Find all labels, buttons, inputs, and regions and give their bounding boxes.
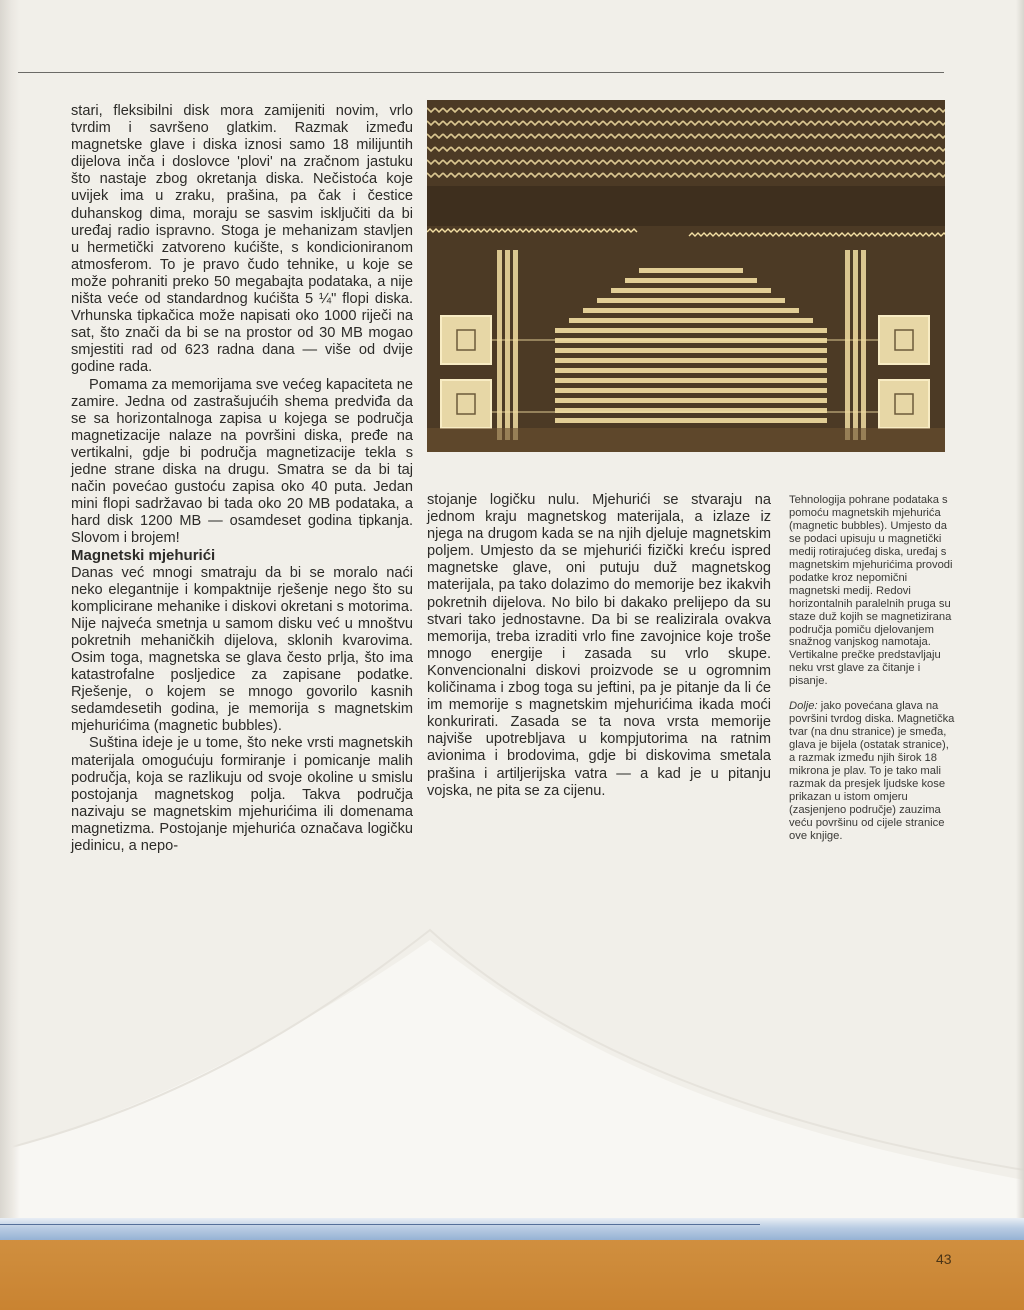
data-track-stripe	[597, 298, 785, 303]
bottom-blue-band	[0, 1218, 1024, 1240]
page-number: 43	[936, 1251, 952, 1267]
data-track-stripe	[555, 418, 827, 423]
data-track-stripe	[611, 288, 771, 293]
chevron-row	[427, 173, 945, 177]
blue-band-line	[0, 1224, 760, 1225]
caption-label-dolje: Dolje:	[789, 700, 818, 713]
contact-pad	[441, 316, 491, 364]
chevron-row	[427, 160, 945, 164]
chevron-row	[427, 108, 945, 112]
chevron-row	[427, 134, 945, 138]
data-track-stripe	[555, 328, 827, 333]
caption-paragraph-1: Tehnologija pohrane podataka s pomoću magnetskih mjehurića (magnetic bubbles). Umjesto da se podaci upisuju u magnetički medij rotirajućeg diska, uređaj s magnetskim mjehurićima provodi podatke kroz nepomični magnetski medij. Redovi horizontalnih paralelnih pruga su staze duž kojih se magnetizirana područja pomiču djelovanjem snažnog vanjskog namotaja. Vertikalne prečke predstavljaju neku vrst glave za čitanje i pisanje.	[789, 494, 953, 688]
chevron-row	[427, 147, 945, 151]
middle-paragraph-1: stojanje logičku nulu. Mjehurići se stvaraju na jednom kraju magnetskog materijala, a izlaze iz njega na drugom kada se na njih djeluje magnetskim poljem. Umjesto da se mjehurići fizički kreću ispred magnetske glave, oni putuju duž magnetskog materijala, pa tako dolazimo do memorije bez ikakvih pokretnih dijelova. No bilo bi dakako prelijepo da su stvari tako jednostavne. Da bi se realizirala ovakva memorija, treba izraditi vrlo fine zavojnice koje troše mnogo energije i zasada su vrlo skupe. Konvencionalni diskovi proizvode se u ogromnim količinama i zbog toga su jeftini, pa je pitanje da li će im memorije s magnetskim mjehurićima ikada moći konkurirati. Zasada se ta nova vrsta memorije najviše upotrebljava u kompjutorima na ratnim avionima i brodovima, gdje bi diskovima smetala prašina i artiljerijska vatra — a kad je u pitanju vojska, ne pita se za cijenu.	[427, 492, 771, 799]
chevron-row	[427, 121, 945, 125]
data-track-stripe	[555, 378, 827, 383]
contact-pad	[441, 380, 491, 428]
section-heading: Magnetski mjehurići	[71, 547, 216, 565]
left-paragraph-2: Pomama za memorijama sve većeg kapaciteta ne zamire. Jedna od zastrašujućih shema predviđa da se sa horizontalnoga zapisa u kojega se područja magnetizacije nalaze na površini diska, pređe na vertikalni, gdje bi područja magnetizacije tekla s jedne strane diska na drugu. Smatra se da bi taj način povećao gustoću zapisa oko 40 puta. Jedan mini flopi sadržavao bi tada oko 20 MB podataka, a hard disk 1200 MB — osamdeset godina tipkanja. Slovom i brojem!	[71, 376, 413, 547]
left-paragraph-4: Suština ideje je u tome, što neke vrsti magnetskih materijala omogućuju formiranje i pomicanje malih područja, koja se razlikuju od svoje okoline u smislu postojanja magnetskog polja. Takva područja nazivaju se magnetskim mjehurićima ili domenama magnetizma. Postojanje mjehurića označava logičku jedinicu, a nepo-	[71, 735, 413, 855]
page-right-shadow	[1016, 0, 1024, 1240]
left-paragraph-3: Danas već mnogi smatraju da bi se moralo naći neko elegantnije i kompaktnije rješenje nego što su komplicirane mehanike i diskovi okretani s motorima. Nije najveća smetnja u samom disku već u mnoštvu pokretnih mehaničkih dijelova, sklonih kvarovima. Osim toga, magnetska se glava često prlja, što ima katastrofalne posljedice za zapisane podatke. Rješenje, o kojem se mnogo govorilo kasnih sedamdesetih godina, je memorija s magnetskim mjehurićima (magnetic bubbles).	[71, 564, 413, 735]
caption-paragraph-2	[789, 700, 957, 842]
data-track-stripe	[639, 268, 743, 273]
middle-text-column	[427, 492, 771, 800]
wavy-track	[689, 233, 945, 236]
bubble-memory-photo	[427, 100, 945, 452]
caption-paragraph-2-text: jako povećana glava na površini tvrdog diska. Magnetička tvar (na dnu stranice) je smeđa, glava je bijela (ostatak stranice), a razmak između njih širok 18 mikrona je plav. To je tako mali razmak da presjek ljudske kose prikazan u istom omjeru (zasjenjeno područje) zauzima veću površinu od cijele stranice ove knjige.	[789, 700, 955, 842]
data-track-stripe	[555, 398, 827, 403]
data-track-stripe	[555, 348, 827, 353]
caption-column	[789, 494, 957, 855]
bottom-orange-band	[0, 1240, 1024, 1310]
page-left-shadow	[0, 0, 20, 1240]
contact-pad	[879, 316, 929, 364]
data-track-stripe	[555, 368, 827, 373]
left-text-column	[71, 103, 413, 855]
data-track-stripe	[555, 388, 827, 393]
left-paragraph-1: stari, fleksibilni disk mora zamijeniti novim, vrlo tvrdim i savršeno glatkim. Razmak između magnetske glave i diska iznosi samo 18 milijuntih dijelova inča i doslovce 'plovi' na zračnom jastuku što nastaje zbog okretanja diska. Nečistoća koje uvijek ima u zraku, prašina, pa čak i čestice duhanskog dima, moraju se sasvim isključiti da bi uređaj radio ispravno. Stoga je mehanizam stavljen u hermetički zatvoreno kućište, s kondicioniranom atmosferom. To je pravo čudo tehnike, u koje se može pohraniti preko 50 megabajta podataka, a nije ništa veće od standardnog kućišta 5 ¼" flopi diska. Vrhunska tipkačica može napisati oko 1000 riječi na sat, što znači da bi se na prostor od 30 MB mogao smjestiti rad od 623 radna dana — više od dvije godine rada.	[71, 103, 413, 376]
top-rule	[18, 72, 944, 73]
contact-pad	[879, 380, 929, 428]
data-track-stripe	[555, 358, 827, 363]
lower-glow	[427, 428, 945, 452]
dark-band	[427, 186, 945, 226]
data-track-stripe	[569, 318, 813, 323]
data-track-stripe	[583, 308, 799, 313]
data-track-stripe	[625, 278, 757, 283]
wavy-track	[427, 229, 637, 232]
bubble-memory-illustration	[427, 100, 945, 452]
